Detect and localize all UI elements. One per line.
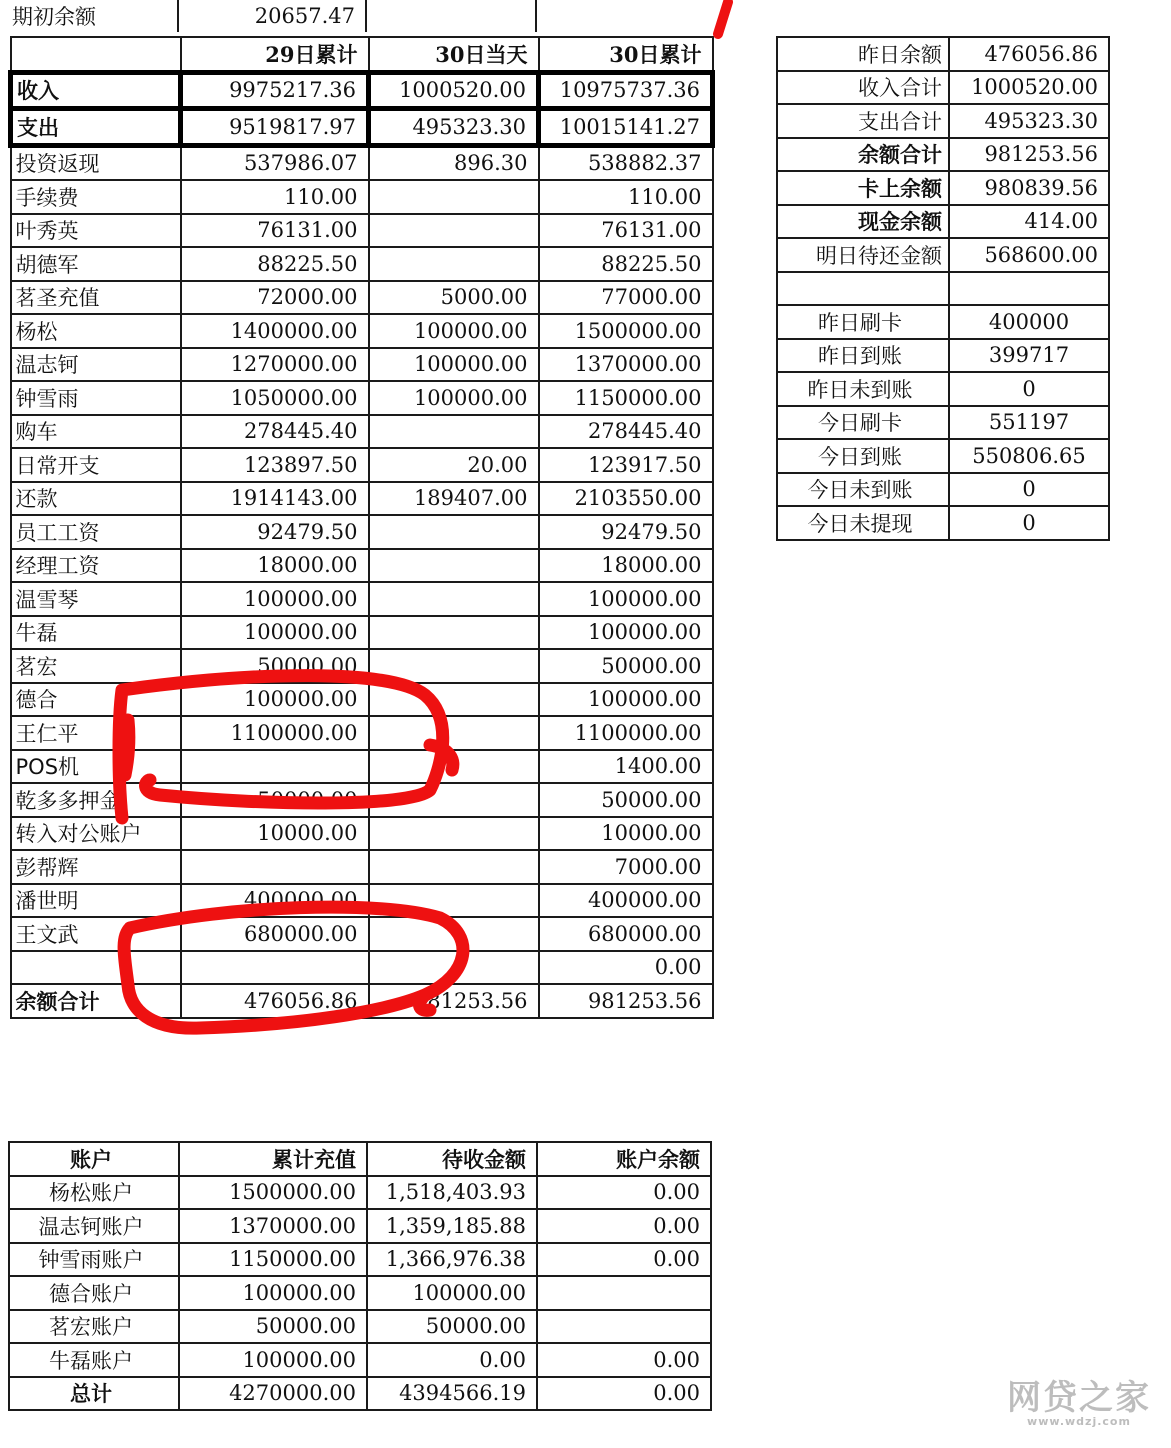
- account-total-recharge: 100000.00: [179, 1276, 367, 1310]
- ledger-row-label: 德合: [11, 683, 181, 717]
- ledger-row: [11, 750, 713, 784]
- account-row: [9, 1176, 711, 1210]
- summary-label: 现金余额: [777, 205, 949, 239]
- account-balance: 0.00: [537, 1209, 711, 1243]
- ledger-row: [11, 783, 713, 817]
- account-row: [9, 1343, 711, 1377]
- ledger-cell-30-cumulative: 88225.50: [539, 247, 713, 281]
- account-column-header: 累计充值: [179, 1142, 367, 1176]
- account-row: [9, 1243, 711, 1277]
- ledger-row: [11, 951, 713, 985]
- account-name: 钟雪雨账户: [9, 1243, 179, 1277]
- ledger-cell-29-cumulative: [181, 951, 369, 985]
- ledger-row: [11, 314, 713, 348]
- ledger-cell-29-cumulative: 1400000.00: [181, 314, 369, 348]
- ledger-row: [11, 415, 713, 449]
- account-receivable: 1,359,185.88: [367, 1209, 537, 1243]
- ledger-row-label: 温雪琴: [11, 582, 181, 616]
- account-total-label: 总计: [9, 1377, 179, 1411]
- opening-balance-label: 期初余额: [8, 0, 178, 32]
- ledger-row: [11, 582, 713, 616]
- ledger-cell-30-day: [369, 817, 539, 851]
- ledger-cell-30-cumulative: 538882.37: [539, 145, 713, 180]
- account-receivable: 100000.00: [367, 1276, 537, 1310]
- card-summary-row: [777, 406, 1109, 440]
- ledger-row-label: 乾多多押金: [11, 783, 181, 817]
- opening-balance-row: [8, 0, 710, 32]
- account-row: [9, 1209, 711, 1243]
- card-summary-value: 0: [949, 506, 1109, 540]
- account-name: 德合账户: [9, 1276, 179, 1310]
- ledger-row: [11, 482, 713, 516]
- ledger-cell-29-cumulative: 1270000.00: [181, 348, 369, 382]
- card-summary-value: 551197: [949, 406, 1109, 440]
- ledger-cell-29-cumulative: [181, 750, 369, 784]
- account-receivable: 0.00: [367, 1343, 537, 1377]
- account-total-recharge: 1150000.00: [179, 1243, 367, 1277]
- summary-label: 支出合计: [777, 104, 949, 138]
- card-summary-label: 今日未提现: [777, 506, 949, 540]
- account-header-row: [9, 1142, 711, 1176]
- ledger-row-label: 收入: [11, 72, 181, 109]
- ledger-row-label: 投资返现: [11, 145, 181, 180]
- opening-balance-value: 20657.47: [178, 0, 366, 32]
- card-summary-row: [777, 439, 1109, 473]
- summary-value: 568600.00: [949, 238, 1109, 272]
- ledger-total-29-cumulative: 476056.86: [181, 984, 369, 1018]
- ledger-row-label: 还款: [11, 482, 181, 516]
- ledger-cell-29-cumulative: 72000.00: [181, 281, 369, 315]
- card-summary-row: [777, 305, 1109, 339]
- ledger-row-label: 钟雪雨: [11, 381, 181, 415]
- ledger-cell-29-cumulative: [181, 850, 369, 884]
- card-summary-label: 昨日到账: [777, 339, 949, 373]
- ledger-row-label: [11, 951, 181, 985]
- ledger-row: [11, 649, 713, 683]
- ledger-row-label: 茗圣充值: [11, 281, 181, 315]
- account-column-header: 账户: [9, 1142, 179, 1176]
- card-summary-value: 399717: [949, 339, 1109, 373]
- ledger-cell-29-cumulative: 9519817.97: [181, 109, 369, 146]
- ledger-row: [11, 683, 713, 717]
- red-stroke-mark-top: [718, 2, 728, 34]
- summary-label: 收入合计: [777, 71, 949, 105]
- ledger-row-label: 王仁平: [11, 716, 181, 750]
- card-summary-value: 400000: [949, 305, 1109, 339]
- ledger-row-label: 经理工资: [11, 549, 181, 583]
- ledger-cell-30-day: [369, 951, 539, 985]
- ledger-row: [11, 549, 713, 583]
- ledger-column-header: 30日当天: [369, 37, 539, 72]
- ledger-row-label: 购车: [11, 415, 181, 449]
- ledger-cell-30-cumulative: 7000.00: [539, 850, 713, 884]
- ledger-cell-30-cumulative: 1100000.00: [539, 716, 713, 750]
- account-balance: [537, 1276, 711, 1310]
- ledger-cell-30-day: 896.30: [369, 145, 539, 180]
- ledger-cell-29-cumulative: 1100000.00: [181, 716, 369, 750]
- summary-row: [777, 238, 1109, 272]
- summary-row: [777, 37, 1109, 71]
- ledger-row: [11, 616, 713, 650]
- account-total-recharge: 1370000.00: [179, 1209, 367, 1243]
- ledger-cell-30-cumulative: 123917.50: [539, 448, 713, 482]
- ledger-row-label: 潘世明: [11, 884, 181, 918]
- ledger-cell-30-day: [369, 180, 539, 214]
- account-balance: 0.00: [537, 1176, 711, 1210]
- ledger-cell-30-day: [369, 582, 539, 616]
- ledger-cell-29-cumulative: 10000.00: [181, 817, 369, 851]
- ledger-cell-30-day: 20.00: [369, 448, 539, 482]
- ledger-row-label: 茗宏: [11, 649, 181, 683]
- watermark-title: 网贷之家: [1007, 1378, 1151, 1418]
- ledger-row: [11, 381, 713, 415]
- ledger-cell-30-day: [369, 415, 539, 449]
- account-name: 牛磊账户: [9, 1343, 179, 1377]
- summary-value: 981253.56: [949, 138, 1109, 172]
- ledger-row: [11, 145, 713, 180]
- ledger-cell-29-cumulative: 9975217.36: [181, 72, 369, 109]
- account-name: 茗宏账户: [9, 1310, 179, 1344]
- ledger-cell-29-cumulative: 400000.00: [181, 884, 369, 918]
- ledger-cell-30-cumulative: 100000.00: [539, 683, 713, 717]
- ledger-row: [11, 180, 713, 214]
- account-receivable: 50000.00: [367, 1310, 537, 1344]
- summary-value: 980839.56: [949, 171, 1109, 205]
- ledger-cell-30-cumulative: 77000.00: [539, 281, 713, 315]
- ledger-row: [11, 716, 713, 750]
- ledger-cell-30-cumulative: 1150000.00: [539, 381, 713, 415]
- ledger-cell-30-day: [369, 917, 539, 951]
- ledger-cell-30-cumulative: 110.00: [539, 180, 713, 214]
- summary-label: 余额合计: [777, 138, 949, 172]
- ledger-total-30-day: 981253.56: [369, 984, 539, 1018]
- ledger-column-header: [11, 37, 181, 72]
- account-total-recharge: 100000.00: [179, 1343, 367, 1377]
- ledger-row: [11, 515, 713, 549]
- ledger-cell-29-cumulative: 123897.50: [181, 448, 369, 482]
- ledger-total-row: [11, 984, 713, 1018]
- summary-row: [777, 104, 1109, 138]
- card-summary-row: [777, 473, 1109, 507]
- ledger-cell-30-day: [369, 649, 539, 683]
- ledger-cell-30-day: 100000.00: [369, 314, 539, 348]
- account-table: [8, 1141, 712, 1411]
- ledger-row-label: POS机: [11, 750, 181, 784]
- account-row: [9, 1276, 711, 1310]
- ledger-cell-29-cumulative: 100000.00: [181, 582, 369, 616]
- account-row: [9, 1310, 711, 1344]
- ledger-cell-30-cumulative: 50000.00: [539, 649, 713, 683]
- ledger-cell-30-cumulative: 2103550.00: [539, 482, 713, 516]
- ledger-row: [11, 214, 713, 248]
- summary-row: [777, 171, 1109, 205]
- ledger-cell-30-cumulative: 92479.50: [539, 515, 713, 549]
- account-total-recharge: 50000.00: [179, 1310, 367, 1344]
- ledger-cell-30-cumulative: 10975737.36: [539, 72, 713, 109]
- ledger-cell-29-cumulative: 18000.00: [181, 549, 369, 583]
- ledger-total-label: 余额合计: [11, 984, 181, 1018]
- ledger-row-label: 王文武: [11, 917, 181, 951]
- ledger-row: [11, 850, 713, 884]
- card-summary-row: [777, 372, 1109, 406]
- account-receivable: 1,518,403.93: [367, 1176, 537, 1210]
- ledger-cell-30-day: 100000.00: [369, 348, 539, 382]
- ledger-cell-30-day: [369, 247, 539, 281]
- summary-row: [777, 71, 1109, 105]
- card-summary-label: 今日未到账: [777, 473, 949, 507]
- card-summary-value: 550806.65: [949, 439, 1109, 473]
- account-total-recharge-sum: 4270000.00: [179, 1377, 367, 1411]
- ledger-cell-30-cumulative: 278445.40: [539, 415, 713, 449]
- ledger-total-30-cumulative: 981253.56: [539, 984, 713, 1018]
- ledger-row-label: 叶秀英: [11, 214, 181, 248]
- account-total-row: [9, 1377, 711, 1411]
- ledger-cell-30-day: 1000520.00: [369, 72, 539, 109]
- ledger-row-label: 彭帮辉: [11, 850, 181, 884]
- ledger-cell-30-day: 100000.00: [369, 381, 539, 415]
- summary-label: 卡上余额: [777, 171, 949, 205]
- ledger-cell-29-cumulative: 110.00: [181, 180, 369, 214]
- ledger-row-label: 日常开支: [11, 448, 181, 482]
- ledger-cell-30-day: 189407.00: [369, 482, 539, 516]
- account-balance: 0.00: [537, 1343, 711, 1377]
- ledger-cell-29-cumulative: 537986.07: [181, 145, 369, 180]
- summary-value: 414.00: [949, 205, 1109, 239]
- summary-value: 476056.86: [949, 37, 1109, 71]
- watermark-url: www.wdzj.com: [1027, 1415, 1131, 1428]
- summary-table: [776, 36, 1110, 541]
- ledger-row-label: 员工工资: [11, 515, 181, 549]
- ledger-cell-30-day: [369, 616, 539, 650]
- ledger-cell-30-cumulative: 10015141.27: [539, 109, 713, 146]
- ledger-cell-30-cumulative: 1370000.00: [539, 348, 713, 382]
- ledger-cell-30-cumulative: 680000.00: [539, 917, 713, 951]
- watermark-logo: [1007, 1370, 1151, 1428]
- ledger-cell-30-day: [369, 884, 539, 918]
- account-column-header: 待收金额: [367, 1142, 537, 1176]
- ledger-cell-30-cumulative: 18000.00: [539, 549, 713, 583]
- ledger-cell-30-cumulative: 1400.00: [539, 750, 713, 784]
- account-column-header: 账户余额: [537, 1142, 711, 1176]
- ledger-row-label: 温志钶: [11, 348, 181, 382]
- ledger-cell-30-day: [369, 783, 539, 817]
- ledger-column-header: 29日累计: [181, 37, 369, 72]
- ledger-row-label: 转入对公账户: [11, 817, 181, 851]
- summary-empty-cell: [949, 272, 1109, 306]
- ledger-cell-30-day: [369, 716, 539, 750]
- ledger-cell-29-cumulative: 278445.40: [181, 415, 369, 449]
- ledger-cell-30-day: [369, 683, 539, 717]
- ledger-cell-30-day: [369, 750, 539, 784]
- ledger-row: [11, 917, 713, 951]
- card-summary-label: 今日刷卡: [777, 406, 949, 440]
- summary-label: 昨日余额: [777, 37, 949, 71]
- card-summary-label: 今日到账: [777, 439, 949, 473]
- ledger-cell-30-cumulative: 400000.00: [539, 884, 713, 918]
- ledger-column-header: 30日累计: [539, 37, 713, 72]
- summary-empty-cell: [777, 272, 949, 306]
- ledger-cell-30-cumulative: 76131.00: [539, 214, 713, 248]
- card-summary-row: [777, 506, 1109, 540]
- ledger-cell-30-day: [369, 515, 539, 549]
- account-balance: 0.00: [537, 1243, 711, 1277]
- ledger-cell-29-cumulative: 680000.00: [181, 917, 369, 951]
- card-summary-label: 昨日刷卡: [777, 305, 949, 339]
- ledger-cell-29-cumulative: 1914143.00: [181, 482, 369, 516]
- ledger-cell-30-cumulative: 100000.00: [539, 582, 713, 616]
- ledger-cell-30-day: 495323.30: [369, 109, 539, 146]
- account-balance-sum: 0.00: [537, 1377, 711, 1411]
- ledger-row: [11, 348, 713, 382]
- ledger-cell-29-cumulative: 100000.00: [181, 616, 369, 650]
- summary-row: [777, 205, 1109, 239]
- ledger-cell-29-cumulative: 92479.50: [181, 515, 369, 549]
- card-summary-row: [777, 339, 1109, 373]
- ledger-row: [11, 247, 713, 281]
- ledger-cell-29-cumulative: 88225.50: [181, 247, 369, 281]
- ledger-row-label: 牛磊: [11, 616, 181, 650]
- ledger-cell-30-cumulative: 1500000.00: [539, 314, 713, 348]
- ledger-cell-29-cumulative: 100000.00: [181, 683, 369, 717]
- summary-label: 明日待还金额: [777, 238, 949, 272]
- account-name: 杨松账户: [9, 1176, 179, 1210]
- ledger-row: [11, 884, 713, 918]
- ledger-cell-29-cumulative: 50000.00: [181, 783, 369, 817]
- ledger-cell-30-cumulative: 10000.00: [539, 817, 713, 851]
- daily-ledger-table: [8, 36, 715, 1019]
- summary-row: [777, 138, 1109, 172]
- summary-spacer-row: [777, 272, 1109, 306]
- account-balance: [537, 1310, 711, 1344]
- ledger-cell-30-cumulative: 50000.00: [539, 783, 713, 817]
- ledger-header-row: [11, 37, 713, 72]
- ledger-row-label: 手续费: [11, 180, 181, 214]
- ledger-row-label: 胡德军: [11, 247, 181, 281]
- ledger-row: [11, 448, 713, 482]
- ledger-summary-row: [11, 109, 713, 146]
- ledger-row: [11, 817, 713, 851]
- ledger-cell-29-cumulative: 76131.00: [181, 214, 369, 248]
- ledger-cell-30-cumulative: 100000.00: [539, 616, 713, 650]
- summary-value: 495323.30: [949, 104, 1109, 138]
- account-name: 温志钶账户: [9, 1209, 179, 1243]
- ledger-cell-30-day: [369, 850, 539, 884]
- ledger-cell-30-day: [369, 549, 539, 583]
- card-summary-value: 0: [949, 372, 1109, 406]
- account-receivable: 1,366,976.38: [367, 1243, 537, 1277]
- ledger-row-label: 支出: [11, 109, 181, 146]
- ledger-cell-30-cumulative: 0.00: [539, 951, 713, 985]
- ledger-cell-30-day: 5000.00: [369, 281, 539, 315]
- ledger-cell-29-cumulative: 50000.00: [181, 649, 369, 683]
- summary-value: 1000520.00: [949, 71, 1109, 105]
- card-summary-value: 0: [949, 473, 1109, 507]
- ledger-cell-30-day: [369, 214, 539, 248]
- ledger-row: [11, 281, 713, 315]
- card-summary-label: 昨日未到账: [777, 372, 949, 406]
- ledger-summary-row: [11, 72, 713, 109]
- account-receivable-sum: 4394566.19: [367, 1377, 537, 1411]
- ledger-cell-29-cumulative: 1050000.00: [181, 381, 369, 415]
- ledger-row-label: 杨松: [11, 314, 181, 348]
- account-total-recharge: 1500000.00: [179, 1176, 367, 1210]
